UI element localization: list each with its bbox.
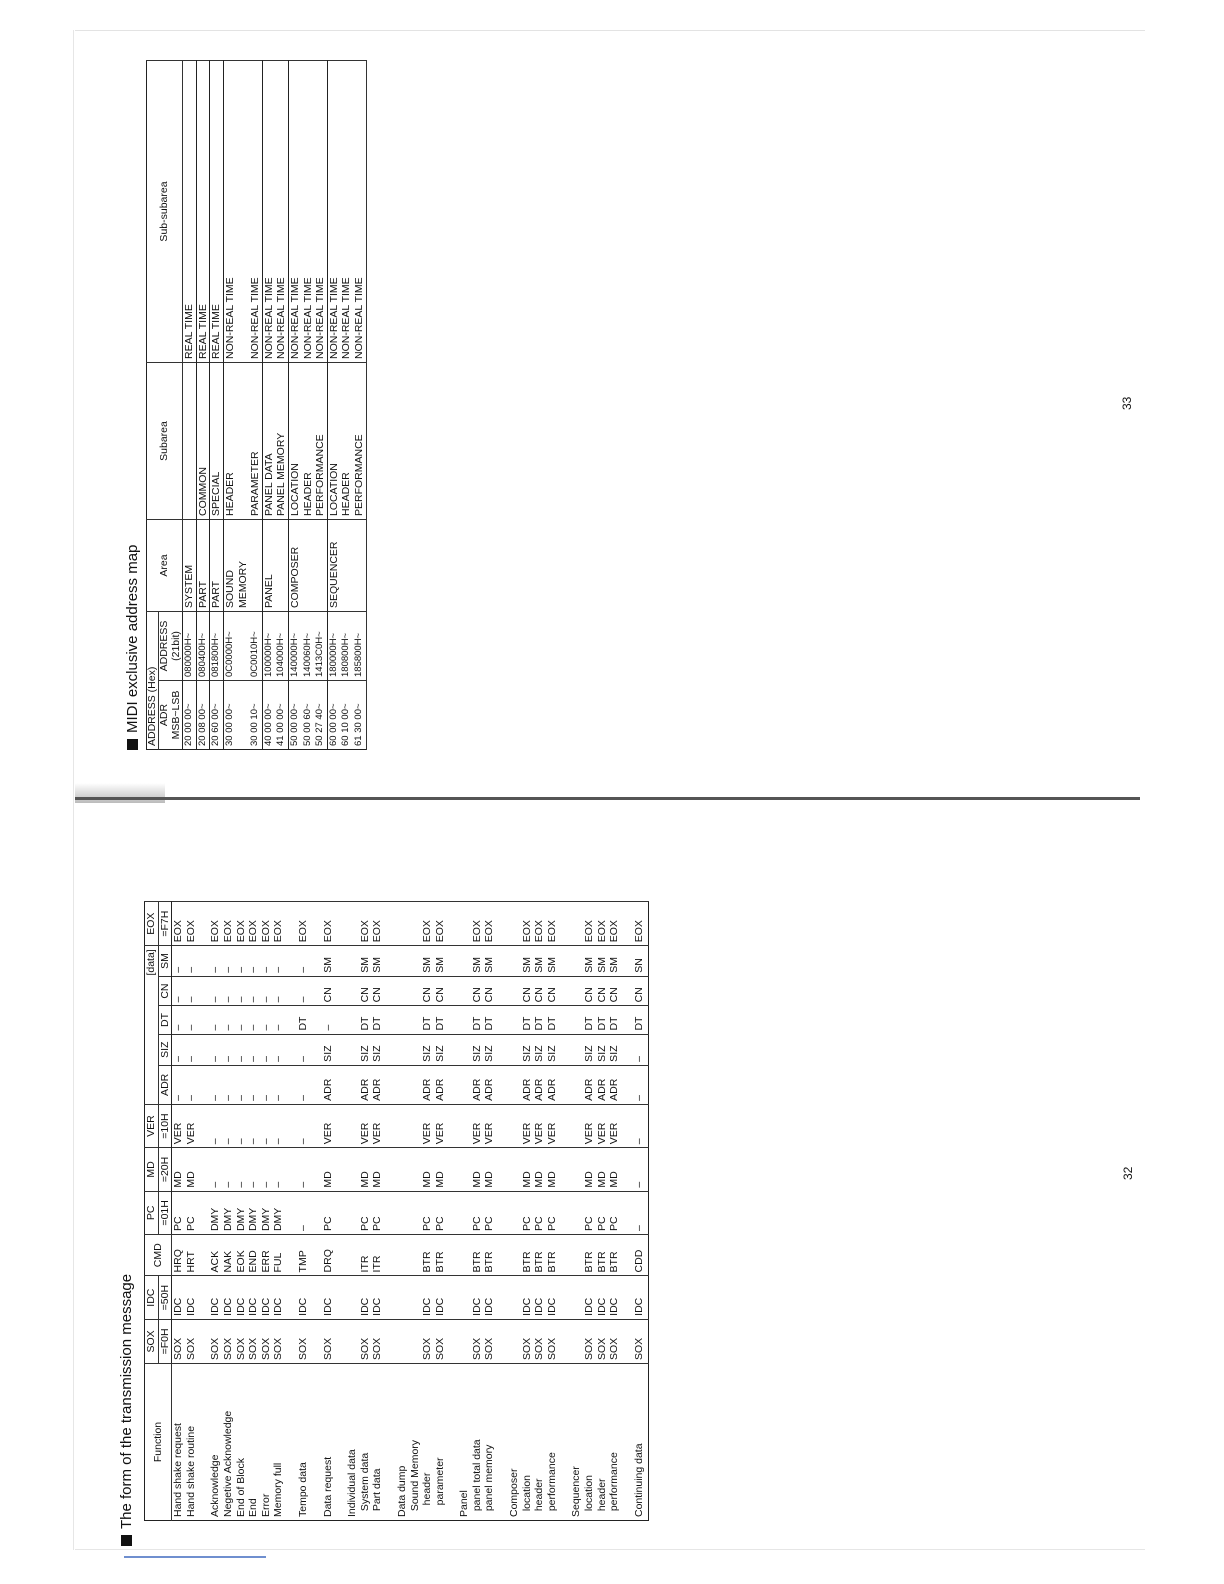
- cell-pc: PC PC PC: [508, 1191, 570, 1234]
- cell-eox: EOX EOX EOX: [508, 902, 570, 946]
- cell-eox: EOX EOX: [346, 902, 396, 946]
- cell-dt: DT DT DT: [508, 1006, 570, 1034]
- cell-eox: EOX EOX EOX EOX EOX EOX: [209, 902, 297, 946]
- header-md: MD: [145, 1148, 159, 1191]
- cell-pc: –: [633, 1191, 649, 1234]
- cell-adr: ADR ADR: [396, 1065, 458, 1104]
- cell-area: PANEL: [262, 520, 288, 612]
- header-siz: SIZ: [158, 1034, 172, 1065]
- cell-sm: SM SM SM: [570, 946, 632, 976]
- cell-cmd: BTR BTR BTR: [508, 1235, 570, 1276]
- cell-dt: DT DT: [346, 1006, 396, 1034]
- cell-sub: REAL TIME: [196, 61, 210, 363]
- cell-sox: SOX SOX SOX SOX SOX SOX: [209, 1319, 297, 1363]
- cell-function: Tempo data: [297, 1364, 322, 1521]
- cell-cmd: BTR BTR BTR: [570, 1235, 632, 1276]
- page-fold-line: [75, 797, 1140, 800]
- cell-sm: SN: [633, 946, 649, 976]
- header-data: [data]: [145, 946, 159, 1105]
- cell-adr: – – – – – –: [209, 1065, 297, 1104]
- cell-function: Data dump Sound Memory header parameter: [396, 1364, 458, 1521]
- cell-ver: VER VER: [396, 1104, 458, 1147]
- scan-mark: [124, 1556, 266, 1558]
- cell-idc: IDC IDC IDC: [508, 1276, 570, 1319]
- cell-cmd: TMP: [297, 1235, 322, 1276]
- address-map-title-block: [124, 545, 141, 750]
- address-header-row-1: [147, 61, 159, 750]
- table-row: [196, 61, 210, 750]
- cell-ver: VER VER VER: [570, 1104, 632, 1147]
- table-row: [508, 902, 570, 1521]
- cell-sm: SM SM SM: [508, 946, 570, 976]
- table-row: [172, 902, 210, 1521]
- cell-function: Hand shake request Hand shake routine: [172, 1364, 210, 1521]
- cell-subarea: PANEL DATA PANEL MEMORY: [262, 363, 288, 520]
- cell-sub: NON-REAL TIME NON-REAL TIME NON-REAL TIME: [288, 61, 327, 363]
- cell-sox: SOX SOX SOX: [508, 1319, 570, 1363]
- cell-eox: EOX: [322, 902, 347, 946]
- cell-subarea: LOCATION HEADER PERFORMANCE: [288, 363, 327, 520]
- cell-area: SEQUENCER: [327, 520, 366, 612]
- cell-adr: 20 00 00~: [183, 681, 197, 750]
- cell-sm: –: [297, 946, 322, 976]
- header-pc-value: =01H: [158, 1191, 172, 1234]
- table-row: [458, 902, 508, 1521]
- cell-cmd: BTR BTR: [458, 1235, 508, 1276]
- address-map-table: [146, 60, 367, 750]
- cell-sox: SOX SOX SOX: [570, 1319, 632, 1363]
- cell-dt: –: [322, 1006, 347, 1034]
- cell-function: Panel panel total data panel memory: [458, 1364, 508, 1521]
- header-ver: VER: [145, 1104, 159, 1147]
- cell-ver: –: [297, 1104, 322, 1147]
- cell-adr: ADR ADR ADR: [570, 1065, 632, 1104]
- cell-idc: IDC: [322, 1276, 347, 1319]
- cell-area: PART: [196, 520, 210, 612]
- table-row: [224, 61, 263, 750]
- table-row: [322, 902, 347, 1521]
- cell-eox: EOX EOX: [396, 902, 458, 946]
- cell-cn: CN CN: [458, 976, 508, 1006]
- cell-cn: CN: [633, 976, 649, 1006]
- table-row: [288, 61, 327, 750]
- cell-ver: VER VER: [172, 1104, 210, 1147]
- header-sm: SM: [158, 946, 172, 976]
- cell-subarea: [183, 363, 197, 520]
- cell-siz: SIZ SIZ SIZ: [508, 1034, 570, 1065]
- cell-adr: ADR ADR: [346, 1065, 396, 1104]
- cell-idc: IDC IDC: [172, 1276, 210, 1319]
- header-adr-msb-lsb: ADR MSB~LSB: [159, 681, 183, 750]
- cell-cmd: ACK NAK EOK END ERR FUL: [209, 1235, 297, 1276]
- cell-pc: PC PC PC: [570, 1191, 632, 1234]
- cell-cmd: BTR BTR: [396, 1235, 458, 1276]
- header-address-hex: ADDRESS (Hex): [147, 612, 159, 750]
- cell-cmd: CDD: [633, 1235, 649, 1276]
- cell-idc: IDC IDC IDC: [570, 1276, 632, 1319]
- cell-ver: – – – – – –: [209, 1104, 297, 1147]
- cell-siz: SIZ SIZ: [396, 1034, 458, 1065]
- square-bullet-icon: [127, 739, 138, 750]
- cell-md: MD MD MD: [508, 1148, 570, 1191]
- cell-md: MD MD: [458, 1148, 508, 1191]
- cell-sm: SM SM: [346, 946, 396, 976]
- table-row: [570, 902, 632, 1521]
- table-row: [297, 902, 322, 1521]
- cell-cn: CN: [322, 976, 347, 1006]
- transmission-title: The form of the transmission message: [118, 1273, 135, 1529]
- cell-siz: –: [633, 1034, 649, 1065]
- table-row: [262, 61, 288, 750]
- page-top-edge: [75, 30, 1145, 31]
- cell-adr: – –: [172, 1065, 210, 1104]
- cell-sub: NON-REAL TIME NON-REAL TIME: [262, 61, 288, 363]
- cell-pc: PC PC: [172, 1191, 210, 1234]
- cell-dt: – –: [172, 1006, 210, 1034]
- cell-pc: PC PC: [396, 1191, 458, 1234]
- cell-cmd: DRQ: [322, 1235, 347, 1276]
- address-map-title: MIDI exclusive address map: [124, 544, 141, 733]
- cell-adr: 20 60 00~: [210, 681, 224, 750]
- table-row: [633, 902, 649, 1521]
- cell-sub: NON-REAL TIME NON-REAL TIME NON-REAL TIME: [327, 61, 366, 363]
- cell-subarea: HEADER PARAMETER: [224, 363, 263, 520]
- cell-cn: – –: [172, 976, 210, 1006]
- cell-function: Acknowledge Negetive Acknowledge End of Block End Error Memory full: [209, 1364, 297, 1521]
- cell-area: SYSTEM: [183, 520, 197, 612]
- cell-dt: DT DT: [458, 1006, 508, 1034]
- header-adr: ADR: [158, 1065, 172, 1104]
- cell-md: MD MD: [396, 1148, 458, 1191]
- fold-shadow: [75, 783, 165, 803]
- cell-address: 081800H~: [210, 612, 224, 681]
- cell-function: Data request: [322, 1364, 347, 1521]
- cell-cn: –: [297, 976, 322, 1006]
- cell-sox: SOX SOX: [346, 1319, 396, 1363]
- cell-adr: 60 00 00~ 60 10 00~ 61 30 00~: [327, 681, 366, 750]
- cell-ver: –: [633, 1104, 649, 1147]
- cell-idc: IDC: [633, 1276, 649, 1319]
- header-dt: DT: [158, 1006, 172, 1034]
- cell-eox: EOX EOX: [458, 902, 508, 946]
- cell-sox: SOX: [322, 1319, 347, 1363]
- cell-function: Sequencer location header performance: [570, 1364, 632, 1521]
- transmission-body: [172, 902, 649, 1521]
- cell-md: –: [633, 1148, 649, 1191]
- cell-cn: CN CN CN: [570, 976, 632, 1006]
- cell-dt: DT DT DT: [570, 1006, 632, 1034]
- cell-subarea: SPECIAL: [210, 363, 224, 520]
- cell-adr: 20 08 00~: [196, 681, 210, 750]
- cell-dt: DT DT: [396, 1006, 458, 1034]
- cell-cmd: HRQ HRT: [172, 1235, 210, 1276]
- cell-sub: REAL TIME: [210, 61, 224, 363]
- cell-pc: DMY DMY DMY DMY DMY DMY: [209, 1191, 297, 1234]
- cell-idc: IDC IDC: [396, 1276, 458, 1319]
- cell-eox: EOX EOX: [172, 902, 210, 946]
- cell-idc: IDC IDC: [458, 1276, 508, 1319]
- cell-cn: – – – – – –: [209, 976, 297, 1006]
- cell-adr: –: [633, 1065, 649, 1104]
- address-map-body: [183, 61, 366, 750]
- cell-area: COMPOSER: [288, 520, 327, 612]
- table-row: [327, 61, 366, 750]
- page-number-left: 32: [1121, 1166, 1135, 1180]
- header-cmd: CMD: [145, 1235, 172, 1276]
- cell-ver: VER VER: [346, 1104, 396, 1147]
- cell-address: 140000H~ 140060H~ 1413C0H~: [288, 612, 327, 681]
- page-left-edge: [73, 30, 74, 1550]
- cell-area: PART: [210, 520, 224, 612]
- header-cn: CN: [158, 976, 172, 1006]
- cell-pc: PC PC: [346, 1191, 396, 1234]
- table-row: [346, 902, 396, 1521]
- cell-area: SOUND MEMORY: [224, 520, 263, 612]
- cell-sm: SM SM: [396, 946, 458, 976]
- header-area: Area: [147, 520, 183, 612]
- cell-sub: REAL TIME: [183, 61, 197, 363]
- cell-adr: ADR: [322, 1065, 347, 1104]
- cell-idc: IDC: [297, 1276, 322, 1319]
- cell-pc: –: [297, 1191, 322, 1234]
- cell-function: Individual data System data Part data: [346, 1364, 396, 1521]
- cell-cn: CN CN: [396, 976, 458, 1006]
- cell-eox: EOX: [297, 902, 322, 946]
- transmission-title-block: [118, 1274, 135, 1546]
- cell-cmd: ITR ITR: [346, 1235, 396, 1276]
- cell-sm: – –: [172, 946, 210, 976]
- cell-address: 180000H~ 180800H~ 185800H~: [327, 612, 366, 681]
- table-row: [396, 902, 458, 1521]
- header-idc-value: =50H: [158, 1276, 172, 1319]
- cell-sox: SOX SOX: [396, 1319, 458, 1363]
- header-md-value: =20H: [158, 1148, 172, 1191]
- cell-idc: IDC IDC: [346, 1276, 396, 1319]
- header-eox-value: =F7H: [158, 902, 172, 946]
- cell-siz: SIZ: [322, 1034, 347, 1065]
- cell-adr: 50 00 00~ 50 00 60~ 50 27 40~: [288, 681, 327, 750]
- header-idc: IDC: [145, 1276, 159, 1319]
- header-ver-value: =10H: [158, 1104, 172, 1147]
- header-address-21bit: ADDRESS (21bit): [159, 612, 183, 681]
- cell-adr: –: [297, 1065, 322, 1104]
- header-eox: EOX: [145, 902, 159, 946]
- cell-sox: SOX SOX: [172, 1319, 210, 1363]
- cell-subarea: LOCATION HEADER PERFORMANCE: [327, 363, 366, 520]
- cell-cn: CN CN CN: [508, 976, 570, 1006]
- cell-sm: SM: [322, 946, 347, 976]
- cell-adr: ADR ADR: [458, 1065, 508, 1104]
- cell-sox: SOX SOX: [458, 1319, 508, 1363]
- cell-sm: – – – – – –: [209, 946, 297, 976]
- cell-subarea: COMMON: [196, 363, 210, 520]
- page-number-right: 33: [1120, 396, 1134, 410]
- table-row: [209, 902, 297, 1521]
- cell-idc: IDC IDC IDC IDC IDC IDC: [209, 1276, 297, 1319]
- cell-pc: PC: [322, 1191, 347, 1234]
- cell-pc: PC PC: [458, 1191, 508, 1234]
- cell-function: Composer location header performance: [508, 1364, 570, 1521]
- cell-function: Continuing data: [633, 1364, 649, 1521]
- cell-md: MD MD: [172, 1148, 210, 1191]
- table-row: [210, 61, 224, 750]
- square-bullet-icon: [121, 1535, 132, 1546]
- transmission-header-row-1: [145, 902, 159, 1521]
- cell-adr: 30 00 00~ 30 00 10~: [224, 681, 263, 750]
- cell-siz: SIZ SIZ: [458, 1034, 508, 1065]
- header-sox: SOX: [145, 1319, 159, 1363]
- cell-md: MD: [322, 1148, 347, 1191]
- table-row: [183, 61, 197, 750]
- cell-adr: 40 00 00~ 41 00 00~: [262, 681, 288, 750]
- cell-md: MD MD: [346, 1148, 396, 1191]
- cell-address: 100000H~ 104000H~: [262, 612, 288, 681]
- cell-siz: SIZ SIZ SIZ: [570, 1034, 632, 1065]
- cell-cn: CN CN: [346, 976, 396, 1006]
- cell-ver: VER VER: [458, 1104, 508, 1147]
- cell-ver: VER: [322, 1104, 347, 1147]
- cell-sox: SOX: [633, 1319, 649, 1363]
- cell-siz: – –: [172, 1034, 210, 1065]
- cell-siz: SIZ SIZ: [346, 1034, 396, 1065]
- header-function: Function: [145, 1364, 172, 1521]
- cell-ver: VER VER VER: [508, 1104, 570, 1147]
- cell-eox: EOX: [633, 902, 649, 946]
- header-pc: PC: [145, 1191, 159, 1234]
- cell-dt: – – – – – –: [209, 1006, 297, 1034]
- cell-md: –: [297, 1148, 322, 1191]
- cell-md: MD MD MD: [570, 1148, 632, 1191]
- cell-address: 0C0000H~ 0C0010H~: [224, 612, 263, 681]
- transmission-table: [144, 901, 649, 1521]
- page-bottom-edge: [75, 1549, 1145, 1550]
- cell-siz: –: [297, 1034, 322, 1065]
- cell-address: 080000H~: [183, 612, 197, 681]
- cell-sox: SOX: [297, 1319, 322, 1363]
- cell-sm: SM SM: [458, 946, 508, 976]
- cell-adr: ADR ADR ADR: [508, 1065, 570, 1104]
- header-subarea: Subarea: [147, 363, 183, 520]
- cell-dt: DT: [633, 1006, 649, 1034]
- header-sox-value: =F0H: [158, 1319, 172, 1363]
- cell-md: – – – – – –: [209, 1148, 297, 1191]
- cell-address: 080400H~: [196, 612, 210, 681]
- cell-sub: NON-REAL TIME NON-REAL TIME: [224, 61, 263, 363]
- cell-siz: – – – – – –: [209, 1034, 297, 1065]
- header-subsubarea: Sub-subarea: [147, 61, 183, 363]
- cell-eox: EOX EOX EOX: [570, 902, 632, 946]
- cell-dt: DT: [297, 1006, 322, 1034]
